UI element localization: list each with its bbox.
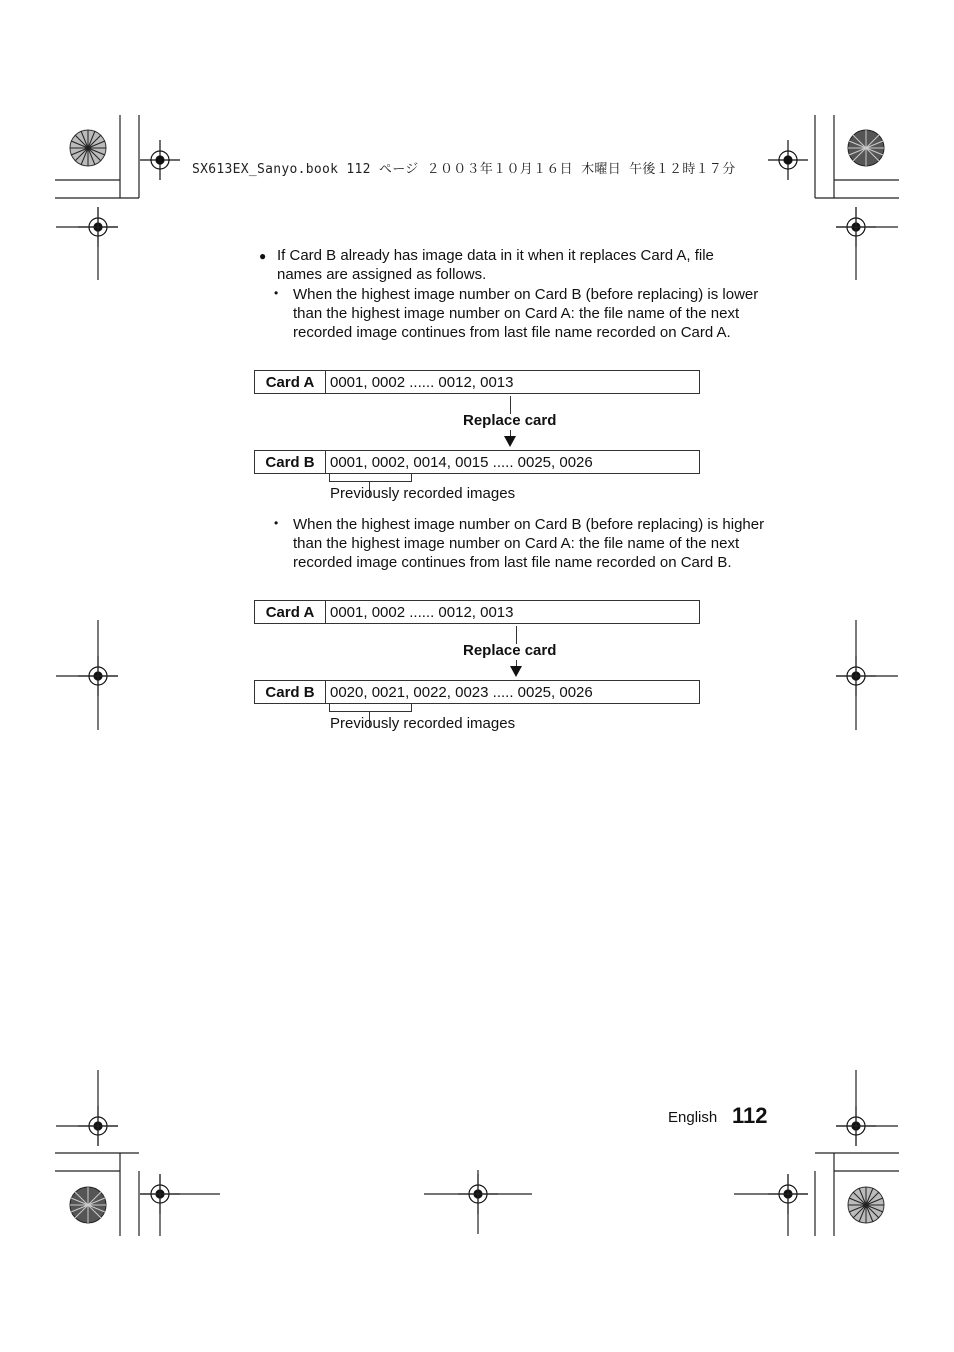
intro-bullet-text: If Card B already has image data in it when it replaces Card A, file names are assigned as follows. xyxy=(277,247,714,283)
card-b-label: Card B xyxy=(255,451,326,474)
star-target-icon xyxy=(68,128,108,173)
previous-images-bracket xyxy=(329,704,412,712)
previously-recorded-caption: Previously recorded images xyxy=(330,485,516,502)
card-a-value: 0001, 0002 ...... 0012, 0013 xyxy=(326,601,700,624)
sub-bullet-icon: • xyxy=(274,516,279,530)
card-a-value: 0001, 0002 ...... 0012, 0013 xyxy=(326,371,700,394)
case-higher-text: When the highest image number on Card B (before replacing) is higher than the highest image number on Card A: the file name of the next recorded image continues from last file name recorded on Card B. xyxy=(293,516,765,571)
card-a-label: Card A xyxy=(255,371,326,394)
sub-bullet-icon: • xyxy=(274,286,279,300)
print-header: SX613EX_Sanyo.book 112 ページ ２００３年１０月１６日 木曜日 午後１２時１７分 xyxy=(192,162,736,177)
star-target-icon xyxy=(846,128,886,173)
bullet-icon: ● xyxy=(259,249,267,263)
card-b-value: 0020, 0021, 0022, 0023 ..... 0025, 0026 xyxy=(326,681,700,704)
replace-card-label: Replace card xyxy=(463,412,557,429)
card-b-table xyxy=(254,680,700,704)
card-a-label: Card A xyxy=(255,601,326,624)
card-a-table xyxy=(254,600,700,624)
card-b-value: 0001, 0002, 0014, 0015 ..... 0025, 0026 xyxy=(326,451,700,474)
card-b-label: Card B xyxy=(255,681,326,704)
down-arrow-icon xyxy=(504,436,516,447)
previously-recorded-caption: Previously recorded images xyxy=(330,715,516,732)
case-lower-text: When the highest image number on Card B (before replacing) is lower than the highest image number on Card A: the file name of the next recorded image continues from last file name recorded on Card A. xyxy=(293,286,759,341)
card-a-table xyxy=(254,370,700,394)
card-b-table xyxy=(254,450,700,474)
previous-images-bracket xyxy=(329,474,412,482)
page-number: 112 xyxy=(732,1103,768,1128)
footer-language: English xyxy=(668,1109,718,1126)
replace-card-label: Replace card xyxy=(463,642,557,659)
star-target-icon xyxy=(68,1185,108,1230)
star-target-icon xyxy=(846,1185,886,1230)
down-arrow-icon xyxy=(510,666,522,677)
